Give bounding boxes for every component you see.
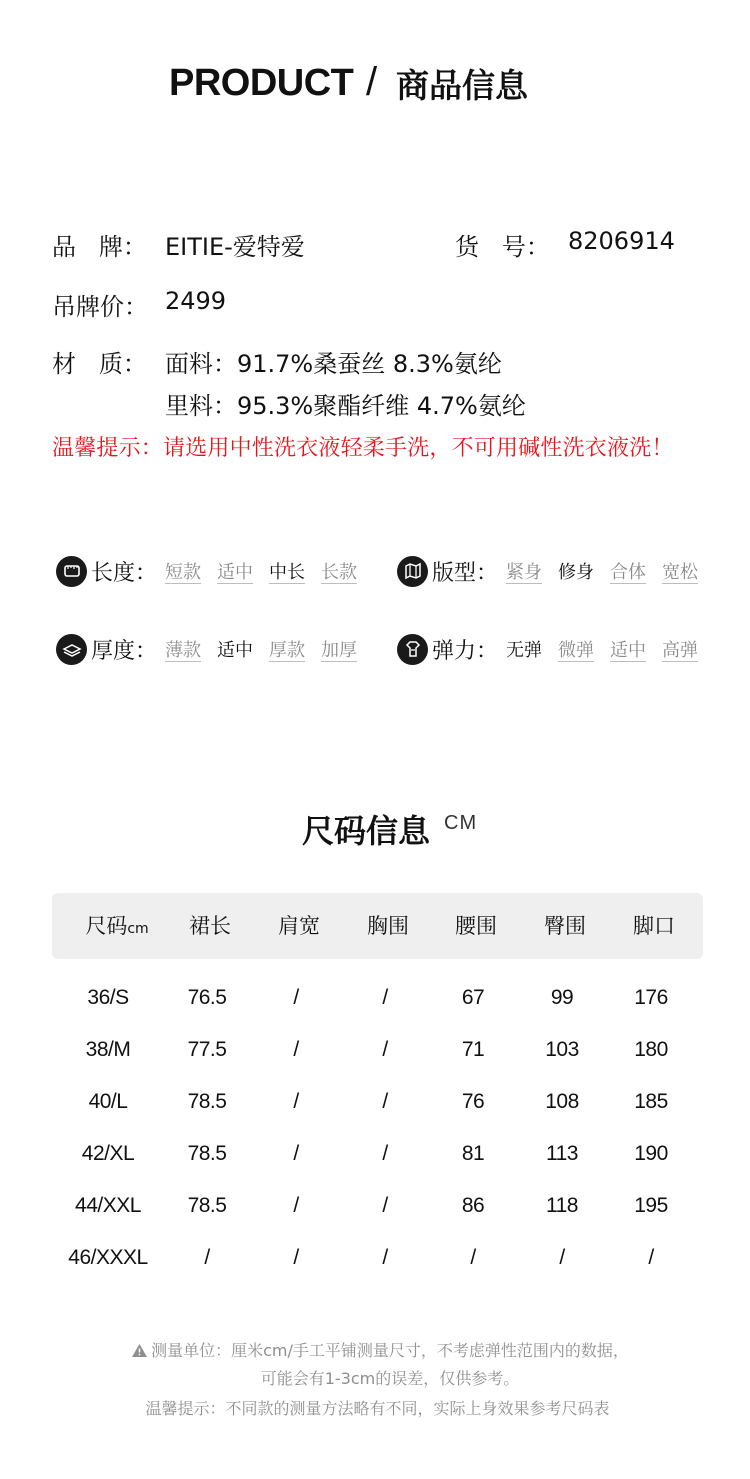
note-line-1 bbox=[0, 1338, 750, 1362]
attr-thickness bbox=[56, 631, 373, 667]
attr-stretch bbox=[397, 631, 714, 667]
size-cell: / bbox=[382, 1090, 388, 1113]
price-label: 吊牌价： bbox=[52, 293, 148, 321]
size-cell: 118 bbox=[546, 1194, 578, 1217]
attr-fit-option-selected: 修身 bbox=[558, 562, 595, 583]
attr-fit-label: 版型： bbox=[432, 560, 499, 586]
attr-stretch-option: 高弹 bbox=[662, 640, 699, 661]
attr-length-label: 长度： bbox=[91, 560, 158, 586]
attr-stretch-option: 微弹 bbox=[558, 640, 595, 661]
size-row-label: 40/L bbox=[88, 1090, 128, 1113]
size-cell: / bbox=[204, 1246, 210, 1269]
material-lining: 里料：95.3%聚酯纤维 4.7%氨纶 bbox=[165, 392, 526, 420]
size-header-size: 尺码cm bbox=[85, 914, 149, 938]
attr-fit-option: 紧身 bbox=[506, 562, 543, 583]
size-cell: / bbox=[559, 1246, 565, 1269]
note-line-2: 可能会有1-3cm的误差，仅供参考。 bbox=[260, 1369, 520, 1388]
attr-length-option: 短款 bbox=[165, 562, 202, 583]
size-cell: 103 bbox=[545, 1038, 579, 1061]
size-row-label: 44/XXL bbox=[75, 1194, 141, 1217]
size-section-unit: CM bbox=[444, 812, 478, 834]
size-cell: 99 bbox=[550, 986, 574, 1009]
page-header bbox=[0, 58, 750, 108]
size-cell: / bbox=[293, 1038, 299, 1061]
size-section-title: 尺码信息 bbox=[302, 812, 431, 850]
brand-value: EITIE-爱特爱 bbox=[165, 233, 305, 261]
note-line-3: 温馨提示：不同款的测量方法略有不同，实际上身效果参考尺码表 bbox=[145, 1399, 610, 1418]
size-cell: 76 bbox=[461, 1090, 485, 1113]
size-cell: / bbox=[293, 1246, 299, 1269]
size-cell: 78.5 bbox=[187, 1142, 227, 1165]
attr-stretch-option-selected: 无弹 bbox=[506, 640, 543, 661]
size-cell: 195 bbox=[634, 1194, 668, 1217]
size-cell: / bbox=[470, 1246, 476, 1269]
attr-fit-option: 宽松 bbox=[662, 562, 699, 583]
attr-fit-option: 合体 bbox=[610, 562, 647, 583]
attr-length bbox=[56, 553, 373, 589]
material-shell: 面料：91.7%桑蚕丝 8.3%氨纶 bbox=[165, 350, 502, 378]
attr-length-option: 长款 bbox=[321, 562, 358, 583]
size-cell: / bbox=[293, 986, 299, 1009]
article-label: 货 号： bbox=[455, 233, 550, 261]
layers-icon bbox=[56, 634, 87, 665]
attr-thickness-option-selected: 适中 bbox=[217, 640, 254, 661]
size-header-cell: 裙长 bbox=[189, 914, 231, 938]
size-cell: 180 bbox=[634, 1038, 668, 1061]
header-title-en: PRODUCT bbox=[169, 62, 354, 104]
attr-length-option: 适中 bbox=[217, 562, 254, 583]
header-title-cn: 商品信息 bbox=[396, 66, 528, 105]
size-table-header bbox=[52, 893, 703, 959]
warning-icon bbox=[131, 1343, 148, 1362]
size-cell: 185 bbox=[634, 1090, 668, 1113]
attr-stretch-label: 弹力： bbox=[432, 638, 499, 664]
size-cell: / bbox=[382, 1246, 388, 1269]
price-value: 2499 bbox=[165, 287, 227, 315]
size-cell: 77.5 bbox=[187, 1038, 227, 1061]
size-cell: 71 bbox=[461, 1038, 485, 1061]
attr-fit bbox=[397, 553, 714, 589]
care-warning: 温馨提示：请选用中性洗衣液轻柔手洗，不可用碱性洗衣液洗！ bbox=[52, 436, 674, 461]
size-cell: 108 bbox=[545, 1090, 579, 1113]
size-cell: 190 bbox=[634, 1142, 668, 1165]
attr-thickness-option: 厚款 bbox=[269, 640, 306, 661]
size-row-label: 42/XL bbox=[81, 1142, 135, 1165]
size-header-cell: 腰围 bbox=[455, 914, 497, 938]
size-cell: / bbox=[648, 1246, 654, 1269]
size-header-cell: 胸围 bbox=[367, 914, 409, 938]
size-cell: 81 bbox=[461, 1142, 485, 1165]
attr-thickness-option: 加厚 bbox=[321, 640, 358, 661]
size-cell: 113 bbox=[546, 1142, 578, 1165]
size-row-label: 38/M bbox=[85, 1038, 131, 1061]
note-text-1: 测量单位：厘米cm/手工平铺测量尺寸，不考虑弹性范围内的数据， bbox=[151, 1341, 629, 1360]
size-cell: 78.5 bbox=[187, 1194, 227, 1217]
size-cell: 76.5 bbox=[187, 986, 227, 1009]
size-cell: 86 bbox=[461, 1194, 485, 1217]
attr-stretch-option: 适中 bbox=[610, 640, 647, 661]
size-row-label: 46/XXXL bbox=[68, 1246, 148, 1269]
size-cell: / bbox=[293, 1090, 299, 1113]
size-header-cell: 臀围 bbox=[544, 914, 586, 938]
size-cell: / bbox=[382, 1142, 388, 1165]
size-cell: / bbox=[293, 1194, 299, 1217]
size-cell: 78.5 bbox=[187, 1090, 227, 1113]
header-slash: / bbox=[366, 60, 378, 104]
size-header-cell: 脚口 bbox=[633, 914, 675, 938]
size-cell: / bbox=[382, 1038, 388, 1061]
size-cell: / bbox=[382, 1194, 388, 1217]
attr-length-option-selected: 中长 bbox=[269, 562, 306, 583]
size-cell: / bbox=[382, 986, 388, 1009]
size-cell: 67 bbox=[461, 986, 485, 1009]
ruler-icon bbox=[56, 556, 87, 587]
size-cell: 176 bbox=[634, 986, 668, 1009]
fit-icon bbox=[397, 556, 428, 587]
material-label: 材 质： bbox=[52, 350, 147, 378]
size-header-cell: 肩宽 bbox=[278, 914, 320, 938]
size-row-label: 36/S bbox=[87, 986, 129, 1009]
article-value: 8206914 bbox=[568, 227, 675, 255]
stretch-icon bbox=[397, 634, 428, 665]
attr-thickness-label: 厚度： bbox=[91, 638, 158, 664]
brand-label: 品 牌： bbox=[52, 233, 147, 261]
size-cell: / bbox=[293, 1142, 299, 1165]
attr-thickness-option: 薄款 bbox=[165, 640, 202, 661]
